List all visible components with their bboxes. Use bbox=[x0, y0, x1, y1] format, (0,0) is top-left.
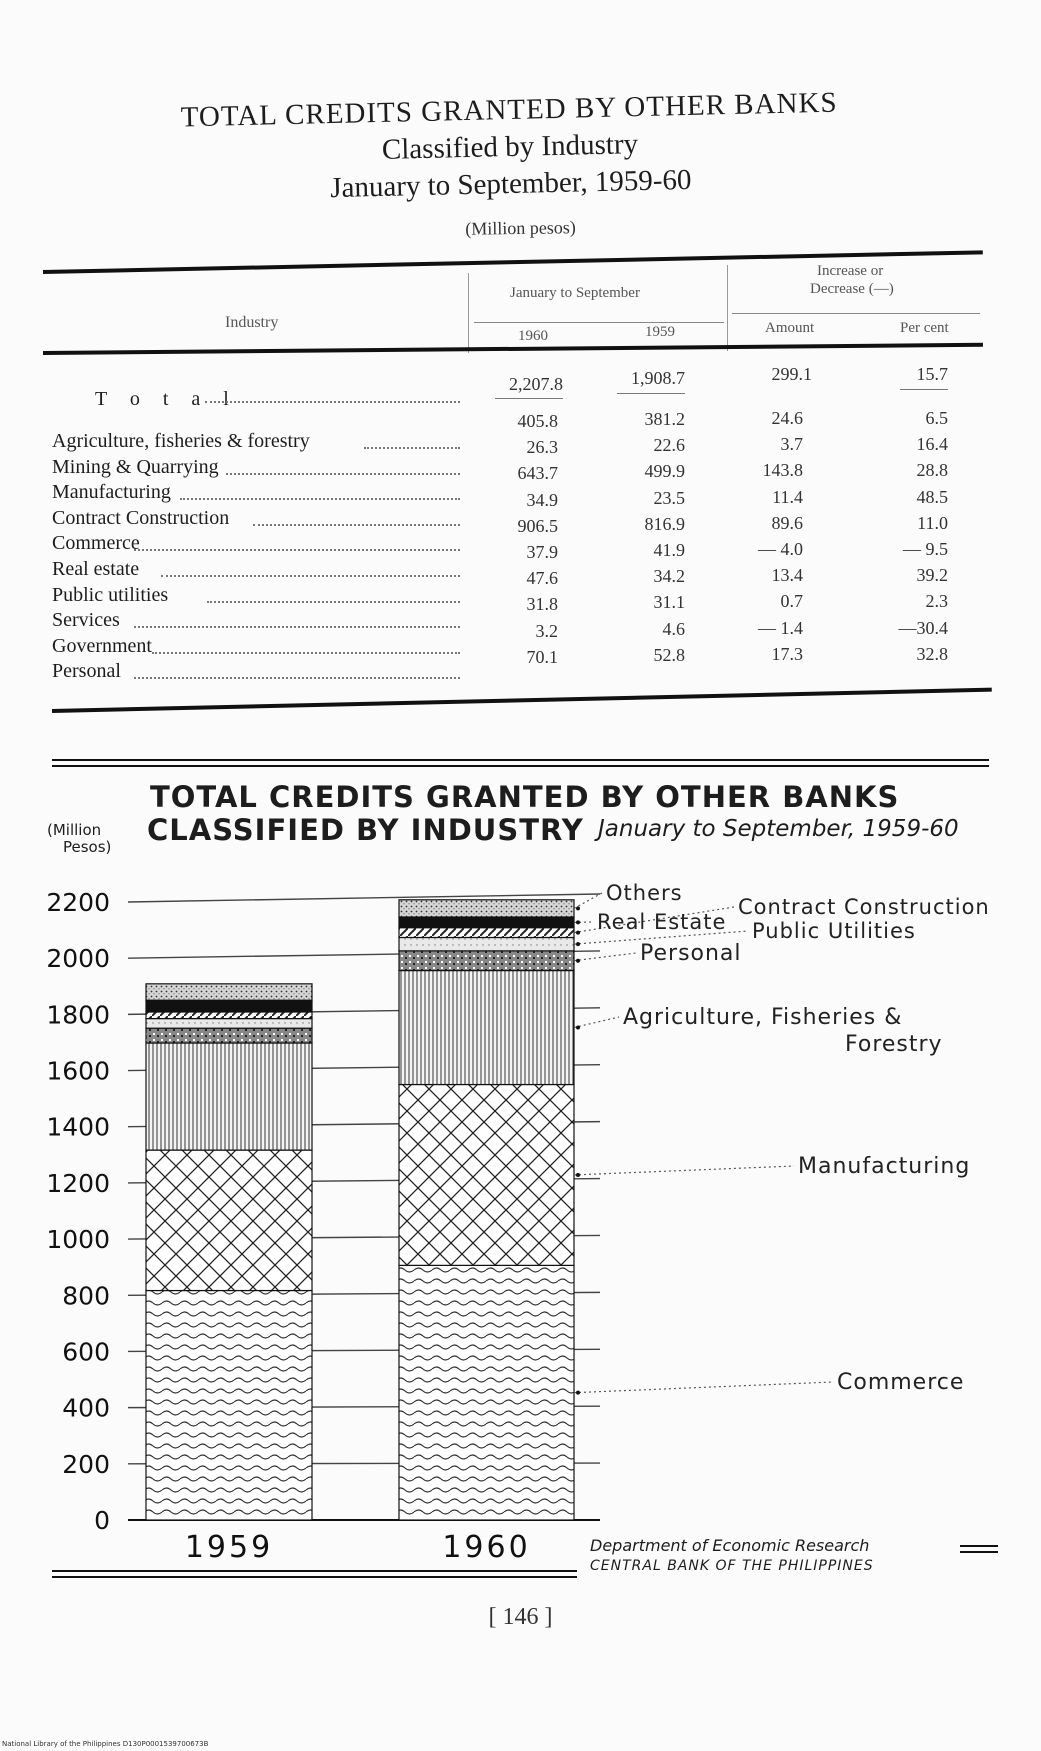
cell-1959: 4.6 bbox=[662, 618, 685, 639]
credit-bank: CENTRAL BANK OF THE PHILIPPINES bbox=[590, 1558, 874, 1574]
bar-segment-personal bbox=[399, 951, 574, 971]
cell-amount: 24.6 bbox=[771, 408, 803, 428]
cell-amount: 11.4 bbox=[772, 486, 803, 507]
cell-percent: 32.8 bbox=[916, 643, 948, 664]
legend-label: Forestry bbox=[845, 1032, 943, 1057]
cell-amount: 143.8 bbox=[762, 460, 803, 481]
y-tick-label: 0 bbox=[94, 1506, 110, 1535]
cell-percent: 6.5 bbox=[925, 408, 948, 428]
cell-amount: — 1.4 bbox=[758, 617, 803, 638]
cell-percent: 28.8 bbox=[916, 460, 948, 481]
scan-footer: National Library of the Philippines D130P0001539700673B bbox=[2, 1740, 209, 1748]
cell-1959: 22.6 bbox=[653, 435, 685, 456]
legend-dot bbox=[576, 1391, 580, 1395]
header-amount: Amount bbox=[765, 320, 815, 336]
chart-title-line-2: CLASSIFIED BY INDUSTRY bbox=[147, 813, 584, 847]
cell-1959: 31.1 bbox=[653, 592, 685, 613]
legend-label: Public Utilities bbox=[752, 919, 916, 943]
legend-label: Personal bbox=[640, 941, 742, 966]
credit-department: Department of Economic Research bbox=[590, 1536, 870, 1555]
y-tick-label: 2000 bbox=[46, 944, 110, 974]
bar-segment-agriculture-fisheries-forestry bbox=[399, 971, 574, 1085]
header-increase: Increase or bbox=[817, 263, 884, 279]
bar-segment-contract-construction bbox=[399, 928, 574, 938]
y-tick-label: 200 bbox=[62, 1449, 110, 1479]
y-tick-label: 1000 bbox=[46, 1225, 110, 1255]
bar-segment-others bbox=[399, 900, 574, 917]
cell-1959: 23.5 bbox=[653, 487, 685, 508]
cell-amount: 89.6 bbox=[771, 512, 803, 533]
legend-dot bbox=[576, 931, 580, 935]
row-label: Manufacturing bbox=[52, 481, 171, 504]
header-1959: 1959 bbox=[645, 324, 675, 340]
page-number: [ 146 ] bbox=[488, 1604, 553, 1630]
cell-amount: 3.7 bbox=[780, 434, 803, 455]
bar-segment-contract-construction bbox=[146, 1012, 312, 1019]
bar-segment-agriculture-fisheries-forestry bbox=[146, 1043, 312, 1150]
legend-label: Real Estate bbox=[597, 910, 727, 934]
bar-segment-commerce bbox=[399, 1265, 574, 1520]
cell-1960: 31.8 bbox=[526, 594, 558, 615]
row-label: Government bbox=[52, 634, 152, 657]
y-unit-line-2: Pesos) bbox=[63, 838, 112, 856]
cell-1959: 816.9 bbox=[644, 513, 685, 534]
row-label: Services bbox=[52, 609, 120, 632]
y-tick-label: 600 bbox=[62, 1337, 110, 1367]
legend-dot bbox=[576, 920, 580, 924]
row-label: Personal bbox=[52, 660, 121, 683]
bar-segment-public-utilities bbox=[146, 1019, 312, 1029]
cell-1959: 499.9 bbox=[644, 461, 685, 482]
cell-1959: 52.8 bbox=[653, 644, 685, 665]
legend-leader bbox=[574, 1382, 833, 1393]
x-tick-label: 1960 bbox=[442, 1530, 531, 1565]
cell-percent: — 9.5 bbox=[903, 539, 948, 559]
bar-segment-public-utilities bbox=[399, 937, 574, 950]
row-label: Real estate bbox=[52, 558, 140, 580]
bar-segment-others bbox=[146, 984, 312, 1000]
cell-1960: 405.8 bbox=[517, 411, 558, 431]
cell-percent: 48.5 bbox=[916, 486, 948, 507]
header-percent: Per cent bbox=[900, 320, 949, 336]
legend-dot bbox=[576, 942, 580, 946]
legend-leader bbox=[574, 953, 636, 961]
chart-subtitle: January to September, 1959-60 bbox=[598, 816, 959, 842]
y-tick-label: 400 bbox=[62, 1393, 110, 1423]
bar-segment-commerce bbox=[146, 1291, 312, 1520]
row-label: Commerce bbox=[52, 532, 140, 555]
cell-1960: 47.6 bbox=[526, 568, 558, 589]
legend-dot bbox=[576, 959, 580, 963]
title-line-1: TOTAL CREDITS GRANTED BY OTHER BANKS bbox=[180, 86, 838, 134]
row-label: Contract Construction bbox=[52, 506, 230, 529]
y-tick-label: 1600 bbox=[46, 1056, 110, 1086]
bar-segment-manufacturing bbox=[146, 1150, 312, 1290]
cell-1960: 643.7 bbox=[517, 463, 558, 484]
legend-dot bbox=[576, 906, 580, 910]
total-label: T o t a l bbox=[95, 388, 238, 410]
cell-1960: 26.3 bbox=[526, 437, 558, 458]
legend-dot bbox=[576, 1173, 580, 1177]
cell-amount: — 4.0 bbox=[758, 539, 803, 559]
cell-1960: 34.9 bbox=[526, 489, 558, 510]
title-line-2: Classified by Industry bbox=[381, 128, 639, 166]
legend-label: Commerce bbox=[837, 1370, 965, 1395]
legend-leader bbox=[574, 1017, 619, 1028]
cell-1960: 37.9 bbox=[526, 542, 558, 562]
total-percent: 15.7 bbox=[916, 364, 948, 384]
legend-label: Others bbox=[606, 881, 683, 905]
cell-percent: 2.3 bbox=[925, 591, 948, 612]
bar-segment-real-estate bbox=[146, 1000, 312, 1012]
legend-label: Manufacturing bbox=[798, 1154, 971, 1179]
cell-amount: 17.3 bbox=[771, 643, 803, 664]
cell-1960: 906.5 bbox=[517, 515, 558, 536]
cell-amount: 13.4 bbox=[771, 565, 803, 586]
row-label: Agriculture, fisheries & forestry bbox=[52, 430, 310, 452]
header-1960: 1960 bbox=[518, 328, 548, 344]
y-tick-label: 2200 bbox=[46, 888, 110, 917]
header-jan-sep: January to September bbox=[510, 285, 640, 301]
legend-leader bbox=[574, 1166, 794, 1175]
header-industry: Industry bbox=[225, 314, 279, 331]
bar-segment-real-estate bbox=[399, 917, 574, 928]
cell-1959: 34.2 bbox=[653, 566, 685, 587]
total-1960: 2,207.8 bbox=[509, 374, 563, 394]
cell-percent: 11.0 bbox=[917, 512, 948, 533]
cell-percent: 16.4 bbox=[916, 434, 948, 455]
bar-segment-manufacturing bbox=[399, 1085, 574, 1266]
x-tick-label: 1959 bbox=[184, 1530, 274, 1565]
y-tick-label: 1200 bbox=[46, 1168, 110, 1198]
cell-1959: 41.9 bbox=[653, 540, 685, 560]
y-tick-label: 1800 bbox=[46, 1000, 110, 1030]
cell-percent: 39.2 bbox=[916, 565, 948, 586]
cell-percent: —30.4 bbox=[898, 617, 948, 638]
header-decrease: Decrease (—) bbox=[810, 281, 894, 297]
cell-1960: 70.1 bbox=[526, 646, 558, 667]
total-amount: 299.1 bbox=[771, 364, 812, 384]
y-tick-label: 800 bbox=[62, 1281, 110, 1311]
title-line-3: January to September, 1959-60 bbox=[329, 163, 692, 205]
cell-amount: 0.7 bbox=[780, 591, 803, 612]
bar-segment-personal bbox=[146, 1028, 312, 1043]
chart-title-line-1: TOTAL CREDITS GRANTED BY OTHER BANKS bbox=[150, 780, 900, 814]
legend-label: Agriculture, Fisheries & bbox=[623, 1005, 903, 1030]
y-tick-label: 1400 bbox=[46, 1112, 110, 1142]
cell-1960: 3.2 bbox=[535, 620, 558, 641]
total-1959: 1,908.7 bbox=[631, 368, 685, 388]
cell-1959: 381.2 bbox=[644, 409, 685, 429]
legend-label: Contract Construction bbox=[738, 895, 990, 919]
legend-leader bbox=[574, 893, 602, 908]
row-label: Mining & Quarrying bbox=[52, 455, 219, 478]
y-unit-line-1: (Million bbox=[47, 821, 102, 839]
row-label: Public utilities bbox=[52, 583, 169, 606]
legend-dot bbox=[576, 1026, 580, 1030]
unit-note: (Million pesos) bbox=[465, 217, 576, 239]
